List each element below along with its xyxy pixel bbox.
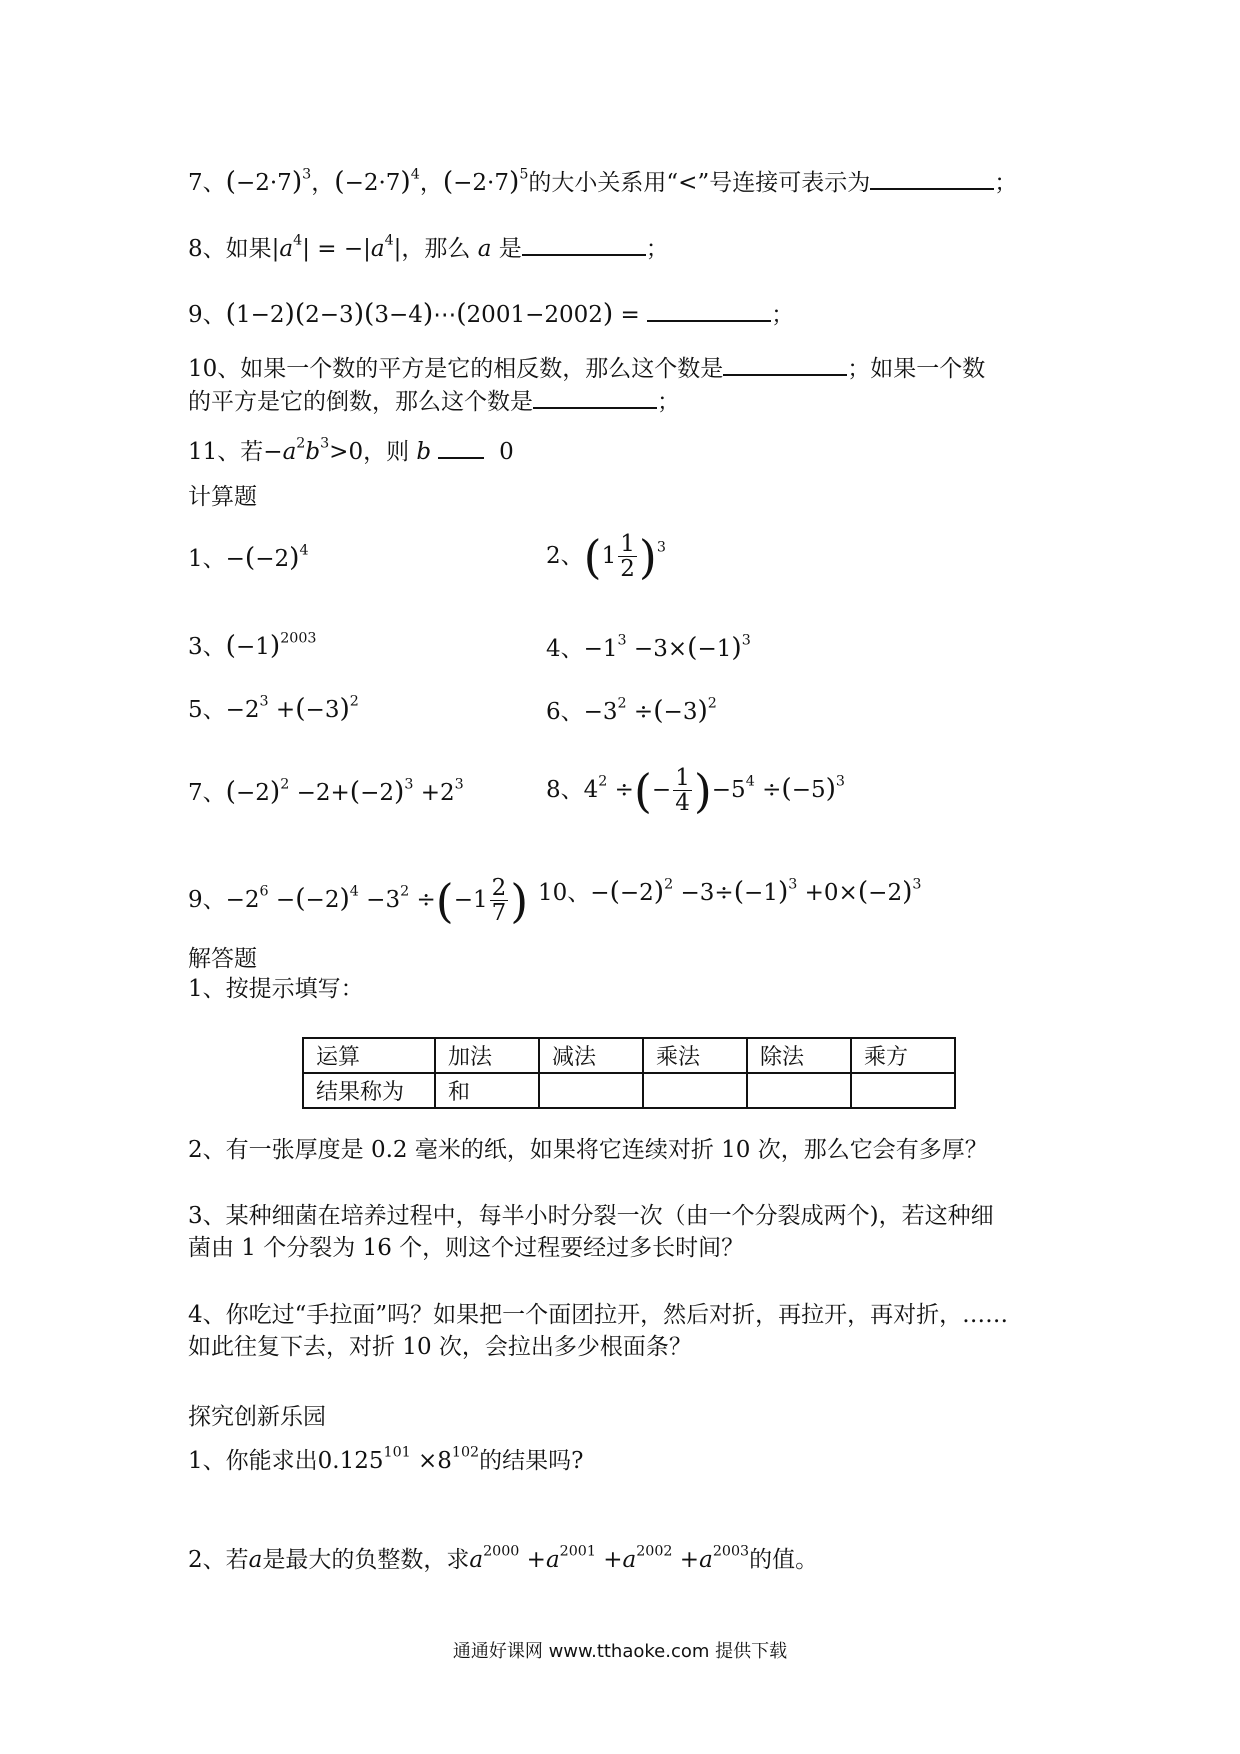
calc-problem-2: 2、(1 $\frac{1}{2}$ )$^3$ <box>546 530 666 584</box>
calc-problem-6: 6、$-3^2 \div(-3)^2$ <box>546 695 717 726</box>
answer-section-title: 解答题 <box>188 946 257 972</box>
operations-table <box>302 1037 956 1109</box>
calc-problem-5: 5、$-2^3 +(-3)^2$ <box>188 693 359 724</box>
answer-question-3-line2: 菌由 1 个分裂为 16 个，则这个过程要经过多长时间？ <box>188 1235 745 1261</box>
table-cell: 结果称为 <box>303 1073 435 1108</box>
table-cell-empty[interactable] <box>539 1073 643 1108</box>
table-cell-empty[interactable] <box>747 1073 851 1108</box>
answer-blank[interactable] <box>647 296 771 322</box>
answer-question-3-line1: 3、某种细菌在培养过程中，每半小时分裂一次（由一个分裂成两个)，若这种细 <box>188 1203 994 1229</box>
math-expression: $|a^4| = -|a^4|$ <box>271 232 402 263</box>
calc-problem-4: 4、$-1^3 -3\times(-1)^3$ <box>546 632 751 663</box>
fill-question-9: 9、(1−2)(2−3)(3−4)⋯(2001−2002) = ； <box>188 296 794 330</box>
table-row <box>303 1038 955 1073</box>
calc-problem-9: 9、$-2^6 -(-2)^4 -3^2 \div(-1$ $\frac{2}{7}$ ) <box>188 874 529 928</box>
answer-blank[interactable] <box>723 350 847 376</box>
math-expression: $a^{2000} +a^{2001} +a^{2002} +a^{2003}$ <box>469 1543 750 1573</box>
calc-problem-10: 10、$-(-2)^2 -3\div(-1)^3 +0\times(-2)^3$ <box>538 876 922 907</box>
answer-blank[interactable] <box>522 230 646 256</box>
table-cell: 乘方 <box>851 1038 955 1073</box>
answer-blank[interactable] <box>870 164 994 190</box>
answer-blank[interactable] <box>533 383 657 409</box>
math-expression: $-a^2b^3>0$ <box>263 435 364 466</box>
math-expression: $0.125^{101} \times 8^{102}$ <box>317 1444 480 1474</box>
page-footer: 通通好课网 www.tthaoke.com 提供下载 <box>452 1641 788 1662</box>
table-cell: 减法 <box>539 1038 643 1073</box>
calc-problem-3: 3、$(-1)^{2003}$ <box>188 630 317 661</box>
fill-question-10-line2: 的平方是它的倒数，那么这个数是 ； <box>188 383 680 417</box>
fill-question-11: 11、若$-a^2b^3>0$，则 b 0 <box>188 433 514 467</box>
table-cell: 加法 <box>435 1038 539 1073</box>
table-cell: 运算 <box>303 1038 435 1073</box>
table-cell: 和 <box>435 1073 539 1108</box>
math-expression: $(-2\cdot 7)^3$，$(-2\cdot 7)^4$，$(-2\cdot 7)^5$ <box>225 166 529 198</box>
calc-problem-7: 7、$(-2)^2 -2+(-2)^3 +2^3$ <box>188 776 464 807</box>
table-row <box>303 1073 955 1108</box>
math-expression: (1−2)(2−3)(3−4)⋯(2001−2002) = <box>225 298 648 330</box>
explore-section-title: 探究创新乐园 <box>188 1404 326 1430</box>
answer-blank[interactable] <box>438 433 484 459</box>
explore-question-1: 1、你能求出$0.125^{101} \times 8^{102}$的结果吗? <box>188 1444 584 1474</box>
table-cell-empty[interactable] <box>643 1073 747 1108</box>
fill-question-10-line1: 10、如果一个数的平方是它的相反数，那么这个数是 ；如果一个数 <box>188 350 985 384</box>
fill-question-8: 8、如果$|a^4| = -|a^4|$，那么 a 是 ； <box>188 230 669 264</box>
table-cell: 乘法 <box>643 1038 747 1073</box>
answer-question-4-line1: 4、你吃过“手拉面”吗？如果把一个面团拉开，然后对折，再拉开，再对折，…… <box>188 1302 1009 1328</box>
explore-question-2: 2、若a是最大的负整数，求$a^{2000} +a^{2001} +a^{2002} +a^{2003}$的值。 <box>188 1543 819 1573</box>
answer-question-1: 1、按提示填写： <box>188 976 364 1002</box>
table-cell: 除法 <box>747 1038 851 1073</box>
fill-question-7: 7、$(-2\cdot 7)^3$，$(-2\cdot 7)^4$，$(-2\cdot 7)^5$的大小关系用“<”号连接可表示为 ； <box>188 164 1017 198</box>
answer-question-4-line2: 如此往复下去，对折 10 次，会拉出多少根面条？ <box>188 1334 692 1360</box>
table-cell-empty[interactable] <box>851 1073 955 1108</box>
calc-section-title: 计算题 <box>188 484 257 510</box>
question-number: 7、 <box>188 170 226 197</box>
answer-question-2: 2、有一张厚度是 0.2 毫米的纸，如果将它连续对折 10 次，那么它会有多厚？ <box>188 1137 988 1163</box>
calc-problem-1: 1、$-(-2)^4$ <box>188 542 309 573</box>
calc-problem-8: 8、$4^2$ ÷(− $\frac{1}{4}$ )$-5^4 \div(-5)^3$ <box>546 764 845 818</box>
